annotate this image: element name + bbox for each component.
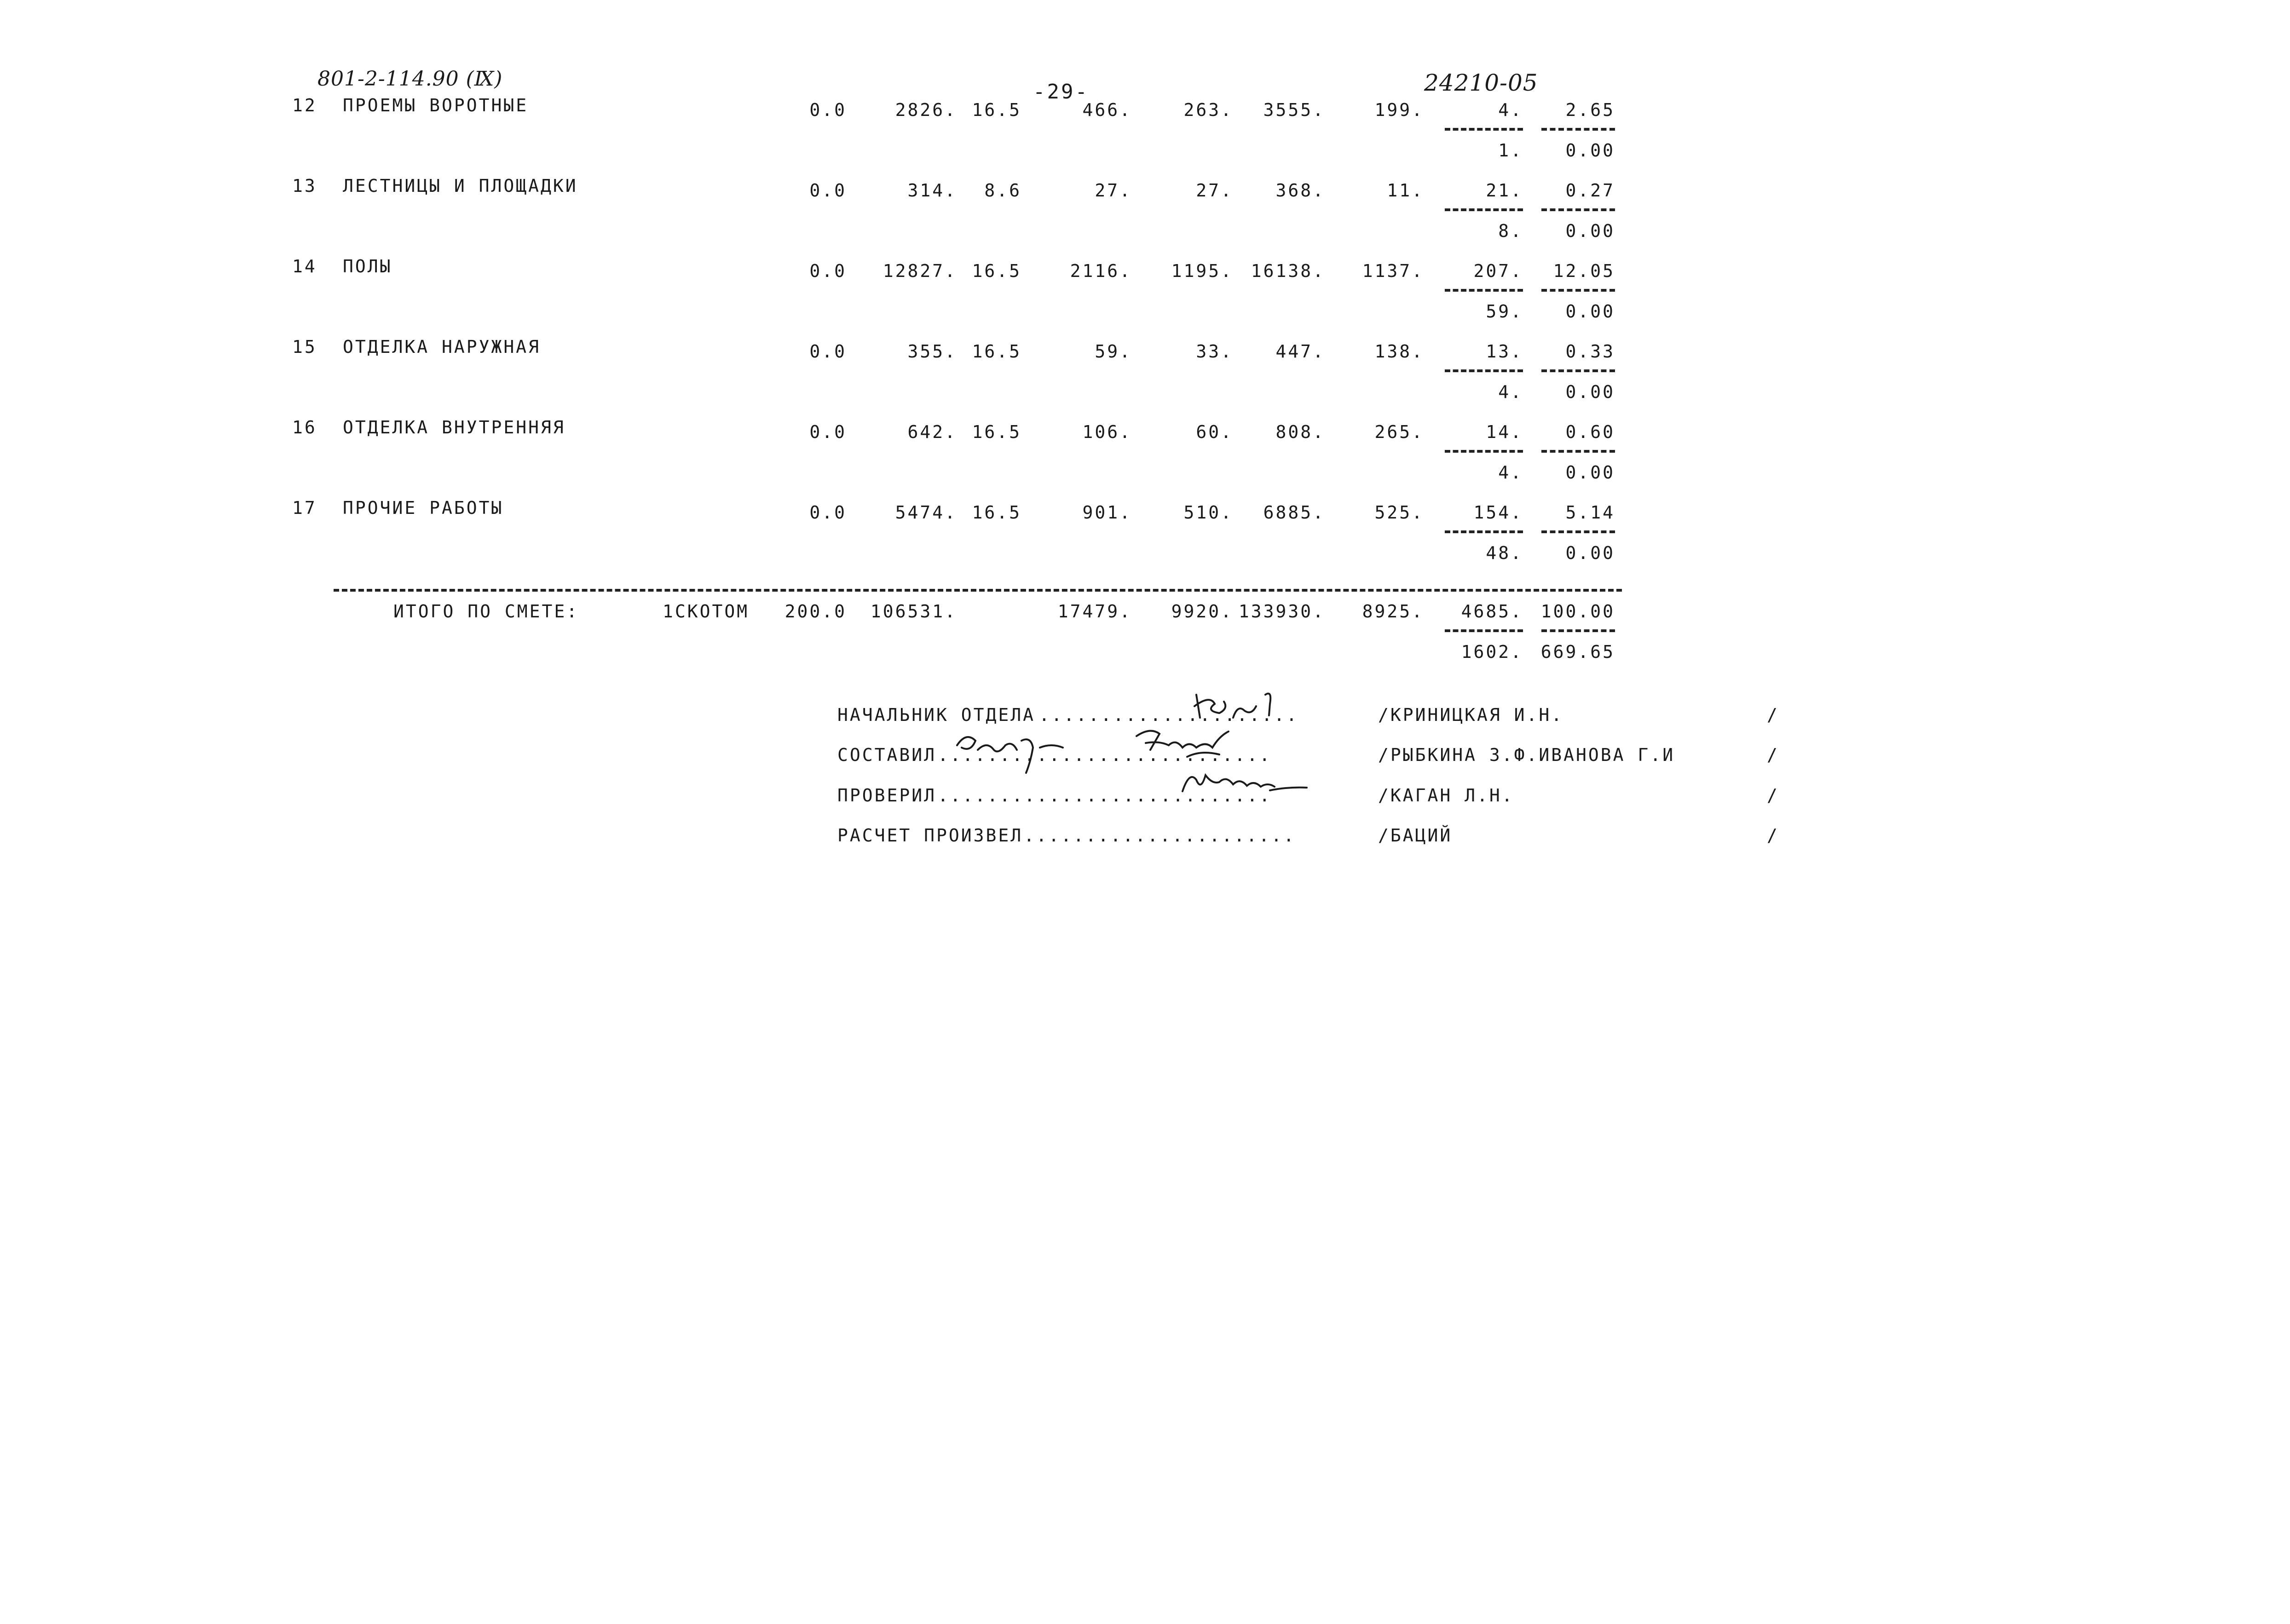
row-name: ПОЛЫ <box>343 256 392 276</box>
signature-end: / <box>1767 785 1779 806</box>
page-number: -29- <box>1033 80 1089 104</box>
signature-end: / <box>1767 825 1779 846</box>
row-name: ОТДЕЛКА ВНУТРЕННЯЯ <box>343 417 565 438</box>
cell-c9-sub: 0.00 <box>1565 301 1615 322</box>
document-code: 801-2-114.90 (Ⅸ) <box>317 67 503 91</box>
subtotal-divider <box>1445 289 1523 292</box>
signature-person: /КРИНИЦКАЯ И.Н. <box>1378 705 1564 725</box>
row-number: 14 <box>292 256 317 276</box>
signature-role: ПРОВЕРИЛ <box>837 785 937 806</box>
cell-c2: 2826. <box>895 100 957 120</box>
cell-c2: 355. <box>907 341 957 362</box>
total-c5: 9920. <box>1171 601 1233 622</box>
cell-c5: 1195. <box>1171 261 1233 281</box>
signature-role: СОСТАВИЛ <box>837 745 937 765</box>
cell-c6: 447. <box>1275 341 1325 362</box>
cell-c1: 0.0 <box>809 341 847 362</box>
signature-person: /РЫБКИНА З.Ф.ИВАНОВА Г.И <box>1378 745 1675 765</box>
cell-c3: 16.5 <box>972 100 1021 120</box>
cell-c9: 0.27 <box>1565 180 1615 201</box>
signature-dots: ..................... <box>1039 705 1299 725</box>
cell-c8-sub: 4. <box>1498 382 1523 402</box>
cell-c8-sub: 1. <box>1498 140 1523 161</box>
cell-c9-sub: 0.00 <box>1565 462 1615 483</box>
total-c9-sub: 669.65 <box>1540 642 1615 662</box>
subtotal-divider <box>1541 530 1615 533</box>
total-label: ИТОГО ПО СМЕТЕ: <box>393 601 579 622</box>
row-name: ПРОЧИЕ РАБОТЫ <box>343 498 504 518</box>
signature-dots: ...................... <box>1024 825 1296 846</box>
cell-c1: 0.0 <box>809 261 847 281</box>
cell-c8: 207. <box>1473 261 1523 281</box>
cell-c3: 16.5 <box>972 341 1021 362</box>
cell-c1: 0.0 <box>809 502 847 523</box>
cell-c4: 106. <box>1082 422 1132 442</box>
cell-c7: 138. <box>1374 341 1424 362</box>
signature-role: РАСЧЕТ ПРОИЗВЕЛ <box>837 825 1023 846</box>
subtotal-divider <box>1445 369 1523 372</box>
cell-c9: 0.33 <box>1565 341 1615 362</box>
cell-c8: 154. <box>1473 502 1523 523</box>
cell-c7: 199. <box>1374 100 1424 120</box>
cell-c8-sub: 48. <box>1486 543 1523 563</box>
cell-c8-sub: 8. <box>1498 221 1523 241</box>
total-unit: 1СКОТОМ <box>663 601 750 622</box>
cell-c9: 2.65 <box>1565 100 1615 120</box>
cell-c8-sub: 4. <box>1498 462 1523 483</box>
cell-c6: 368. <box>1275 180 1325 201</box>
subtotal-divider <box>1445 450 1523 453</box>
handwritten-signature-icon <box>952 727 1081 777</box>
cell-c4: 901. <box>1082 502 1132 523</box>
cell-c7: 265. <box>1374 422 1424 442</box>
row-number: 15 <box>292 337 317 357</box>
signature-dots: ........................... <box>938 745 1272 765</box>
cell-c5: 60. <box>1196 422 1233 442</box>
cell-c6: 16138. <box>1251 261 1325 281</box>
cell-c9-sub: 0.00 <box>1565 543 1615 563</box>
total-separator <box>334 589 1622 592</box>
signature-role: НАЧАЛЬНИК ОТДЕЛА <box>837 705 1036 725</box>
cell-c3: 16.5 <box>972 422 1021 442</box>
cell-c7: 11. <box>1387 180 1424 201</box>
row-number: 12 <box>292 95 317 115</box>
signature-person: /БАЦИЙ <box>1378 825 1453 846</box>
cell-c4: 2116. <box>1070 261 1132 281</box>
handwritten-signature-icon <box>1192 685 1298 727</box>
subtotal-divider <box>1541 629 1615 632</box>
total-c8: 4685. <box>1461 601 1523 622</box>
signature-dots: ........................... <box>938 785 1272 806</box>
cell-c6: 808. <box>1275 422 1325 442</box>
signature-person: /КАГАН Л.Н. <box>1378 785 1514 806</box>
cell-c3: 16.5 <box>972 261 1021 281</box>
row-number: 17 <box>292 498 317 518</box>
cell-c4: 466. <box>1082 100 1132 120</box>
total-c8-sub: 1602. <box>1461 642 1523 662</box>
cell-c3: 16.5 <box>972 502 1021 523</box>
row-name: ЛЕСТНИЦЫ И ПЛОЩАДКИ <box>343 176 578 196</box>
cell-c4: 27. <box>1095 180 1132 201</box>
cell-c5: 510. <box>1183 502 1233 523</box>
cell-c1: 0.0 <box>809 100 847 120</box>
cell-c7: 1137. <box>1362 261 1424 281</box>
cell-c9: 5.14 <box>1565 502 1615 523</box>
subtotal-divider <box>1445 530 1523 533</box>
subtotal-divider <box>1541 128 1615 131</box>
handwritten-signature-icon <box>1132 722 1242 764</box>
total-c7: 8925. <box>1362 601 1424 622</box>
subtotal-divider <box>1541 369 1615 372</box>
cell-c4: 59. <box>1095 341 1132 362</box>
document-number: 24210-05 <box>1424 69 1538 96</box>
cell-c2: 5474. <box>895 502 957 523</box>
cell-c9-sub: 0.00 <box>1565 140 1615 161</box>
subtotal-divider <box>1445 208 1523 211</box>
subtotal-divider <box>1541 450 1615 453</box>
total-c2: 106531. <box>870 601 957 622</box>
cell-c9-sub: 0.00 <box>1565 221 1615 241</box>
subtotal-divider <box>1445 128 1523 131</box>
subtotal-divider <box>1541 208 1615 211</box>
cell-c5: 263. <box>1183 100 1233 120</box>
row-name: ОТДЕЛКА НАРУЖНАЯ <box>343 337 541 357</box>
cell-c9-sub: 0.00 <box>1565 382 1615 402</box>
cell-c9: 12.05 <box>1553 261 1615 281</box>
total-c4: 17479. <box>1057 601 1132 622</box>
subtotal-divider <box>1541 289 1615 292</box>
cell-c2: 12827. <box>883 261 957 281</box>
cell-c5: 27. <box>1196 180 1233 201</box>
subtotal-divider <box>1445 629 1523 632</box>
cell-c6: 6885. <box>1263 502 1325 523</box>
cell-c5: 33. <box>1196 341 1233 362</box>
cell-c8: 4. <box>1498 100 1523 120</box>
row-number: 16 <box>292 417 317 438</box>
cell-c8: 13. <box>1486 341 1523 362</box>
cell-c7: 525. <box>1374 502 1424 523</box>
cell-c2: 642. <box>907 422 957 442</box>
cell-c8: 21. <box>1486 180 1523 201</box>
cell-c8: 14. <box>1486 422 1523 442</box>
handwritten-signature-icon <box>1178 764 1311 800</box>
cell-c1: 0.0 <box>809 180 847 201</box>
cell-c1: 0.0 <box>809 422 847 442</box>
row-name: ПРОЕМЫ ВОРОТНЫЕ <box>343 95 529 115</box>
cell-c9: 0.60 <box>1565 422 1615 442</box>
total-c1: 200.0 <box>784 601 847 622</box>
cell-c2: 314. <box>907 180 957 201</box>
cell-c6: 3555. <box>1263 100 1325 120</box>
signature-end: / <box>1767 745 1779 765</box>
signature-end: / <box>1767 705 1779 725</box>
row-number: 13 <box>292 176 317 196</box>
total-c6: 133930. <box>1238 601 1325 622</box>
cell-c3: 8.6 <box>984 180 1021 201</box>
cell-c8-sub: 59. <box>1486 301 1523 322</box>
total-c9: 100.00 <box>1540 601 1615 622</box>
